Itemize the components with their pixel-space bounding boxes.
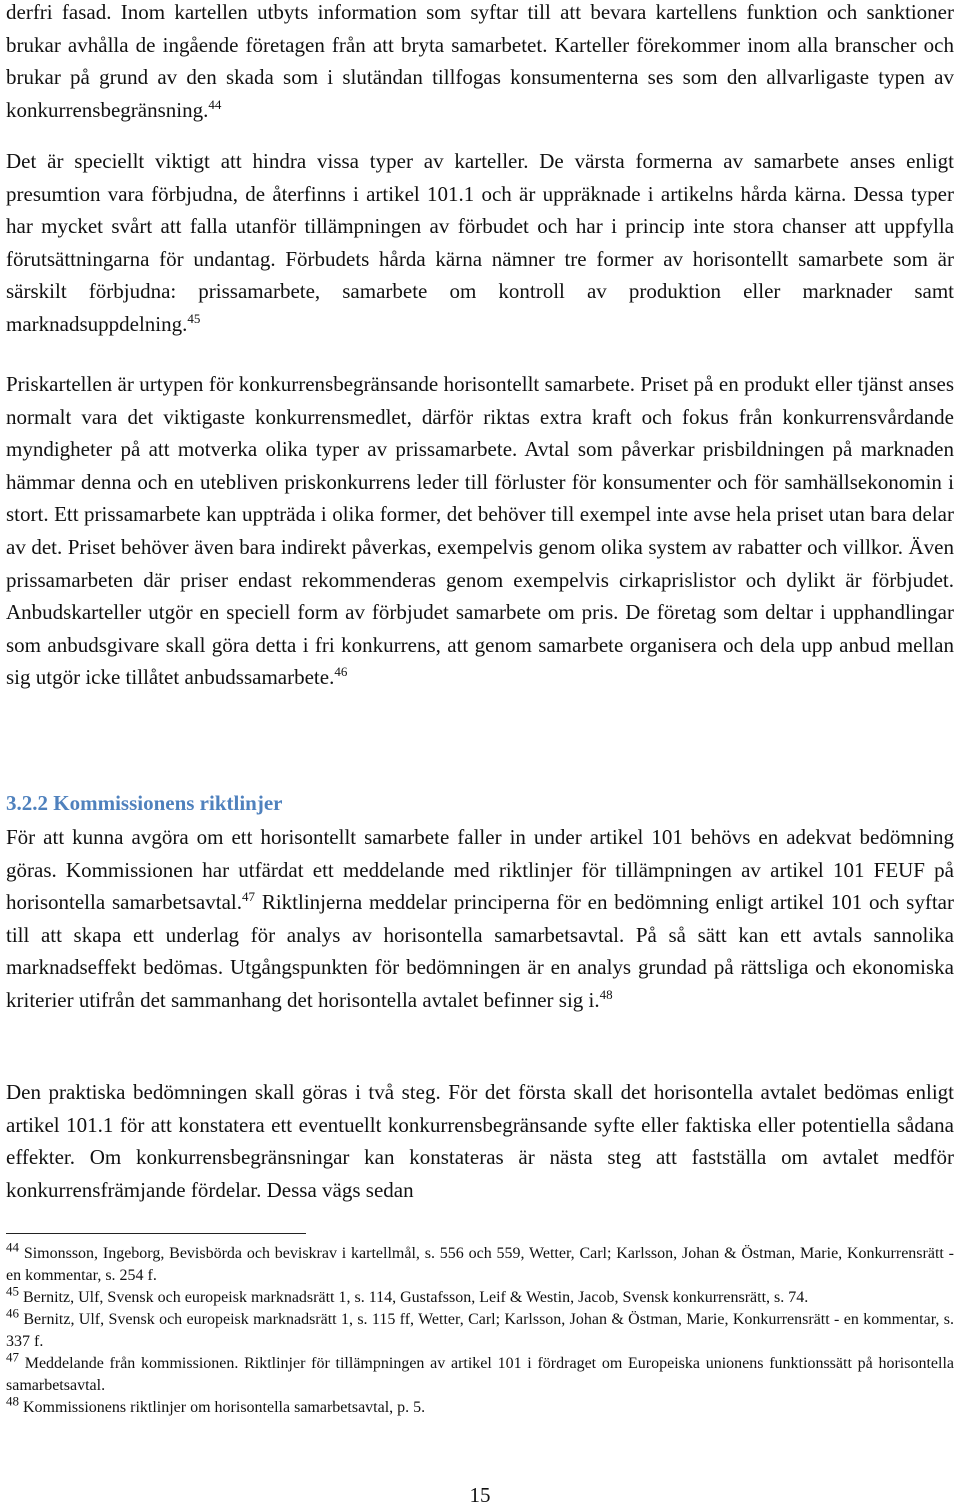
footnote bbox=[6, 1349, 954, 1397]
paragraph-text: derfri fasad. Inom kartellen utbyts information som syftar till att bevara kartellens funktion och sanktioner brukar avhålla de ingående företagen från att bryta samarbetet. Karteller förekommer inom alla branscher och brukar på grund av den skada som i slutändan tillfogas konsumenterna ses som den allvarligaste typen av konkurrensbegränsning. bbox=[6, 0, 954, 122]
footnote-text: Bernitz, Ulf, Svensk och europeisk marknadsrätt 1, s. 115 ff, Wetter, Carl; Karlsson, Johan & Östman, Marie, Konkurrensrätt - en kommentar, s. 337 f. bbox=[6, 1311, 954, 1350]
footnote bbox=[6, 1393, 954, 1419]
page-number: 15 bbox=[469, 1483, 491, 1507]
paragraph bbox=[6, 0, 954, 126]
footnote-divider bbox=[6, 1233, 306, 1234]
paragraph-text: Det är speciellt viktigt att hindra vissa typer av karteller. De värsta formerna av samarbete anses enligt presumtion vara förbjudna, de återfinns i artikel 101.1 och är uppräknade i artikelns hårda kärna. Dessa typer har mycket svårt att falla utanför tillämpningen av förbudet och har i princip inte stora chanser att uppfylla förutsättningarna för undantag. Förbudets hårda kärna nämner tre former av horisontellt samarbete som är särskilt förbjudna: prissamarbete, samarbete om kontroll av produktion eller marknader samt marknadsuppdelning. bbox=[6, 149, 954, 336]
footnote-ref[interactable]: 45 bbox=[187, 310, 201, 326]
footnote-text: Kommissionens riktlinjer om horisontella samarbetsavtal, p. 5. bbox=[19, 1399, 426, 1416]
footnote-ref[interactable]: 46 bbox=[334, 664, 348, 680]
footnote bbox=[6, 1239, 954, 1287]
footnote-text: Simonsson, Ingeborg, Bevisbörda och beviskrav i kartellmål, s. 556 och 559, Wetter, Carl; Karlsson, Johan & Östman, Marie, Konkurrensrätt - en kommentar, s. 254 f. bbox=[6, 1245, 954, 1284]
footnote-ref[interactable]: 48 bbox=[599, 986, 613, 1002]
footnote bbox=[6, 1305, 954, 1353]
footnotes bbox=[6, 1239, 954, 1419]
footnote-number: 44 bbox=[6, 1239, 19, 1255]
paragraph-text: Priskartellen är urtypen för konkurrensbegränsande horisontellt samarbete. Priset på en produkt eller tjänst anses normalt vara det viktigaste konkurrensmedlet, därför riktas extra kraft och fokus från konkurrensvårdande myndigheter på att motverka olika typer av prissamarbete. Avtal som påverkar prisbildningen på marknaden hämmar denna och en utebliven priskonkurrens leder till förluster för konsumenter och för samhällsekonomin i stort. Ett prissamarbete kan uppträda i olika former, det behöver till exempel inte avse hela priset utan bara delar av det. Priset behöver även bara indirekt påverkas, exempelvis genom olika system av rabatter och villkor. Även prissamarbeten där priser endast rekommenderas genom exempelvis cirkaprislistor och dylikt är förbjudet. Anbudskarteller utgör en speciell form av förbjudet samarbete om pris. De företag som deltar i upphandlingar som anbudsgivare skall göra detta i fri konkurrens, att genom samarbete organisera och dela upp anbud mellan sig utgör icke tillåtet anbudssamarbete. bbox=[6, 372, 954, 690]
footnote-number: 46 bbox=[6, 1305, 19, 1321]
paragraph-text: Den praktiska bedömningen skall göras i två steg. För det första skall det horisontella avtalet bedömas enligt artikel 101.1 för att konstatera ett eventuellt konkurrensbegränsande syfte eller faktiska eller potentiella sådana effekter. Om konkurrensbegränsningar kan konstateras är nästa steg att fastställa om avtalet medför konkurrensfrämjande fördelar. Dessa vägs sedan bbox=[6, 1080, 954, 1202]
footnote-number: 48 bbox=[6, 1393, 19, 1409]
paragraph bbox=[6, 1076, 954, 1206]
footnote-number: 47 bbox=[6, 1349, 19, 1365]
footnote-text: Meddelande från kommissionen. Riktlinjer för tillämpningen av artikel 101 i fördraget om Europeiska unionens funktionssätt på horisontella samarbetsavtal. bbox=[6, 1355, 954, 1394]
paragraph bbox=[6, 145, 954, 341]
footnote-ref[interactable]: 47 bbox=[242, 889, 255, 905]
footnote-text: Bernitz, Ulf, Svensk och europeisk marknadsrätt 1, s. 114, Gustafsson, Leif & Westin, Jacob, Svensk konkurrensrätt, s. 74. bbox=[19, 1289, 809, 1306]
paragraph bbox=[6, 368, 954, 694]
section-heading: 3.2.2 Kommissionens riktlinjer bbox=[6, 791, 283, 815]
paragraph-text: Riktlinjerna meddelar principerna för en bedömning enligt artikel 101 och syftar till att skapa ett underlag för analys av horisontella samarbetsavtal. På så sätt kan ett avtals sannolika marknadseffekt bedömas. Utgångspunkten för bedömningen är en analys grundad på rättsliga och ekonomiska kriterier utifrån det sammanhang det horisontella avtalet befinner sig i. bbox=[6, 890, 954, 1012]
footnote-ref[interactable]: 44 bbox=[208, 96, 222, 112]
paragraph bbox=[6, 821, 954, 1017]
footnote bbox=[6, 1283, 954, 1309]
paragraph-text: För att kunna avgöra om ett horisontellt samarbete faller in under artikel 101 behövs en adekvat bedömning göras. Kommissionen har utfärdat ett meddelande med riktlinjer för tillämpningen av artikel 101 FEUF på horisontella samarbetsavtal. bbox=[6, 825, 954, 915]
footnote-number: 45 bbox=[6, 1283, 19, 1299]
